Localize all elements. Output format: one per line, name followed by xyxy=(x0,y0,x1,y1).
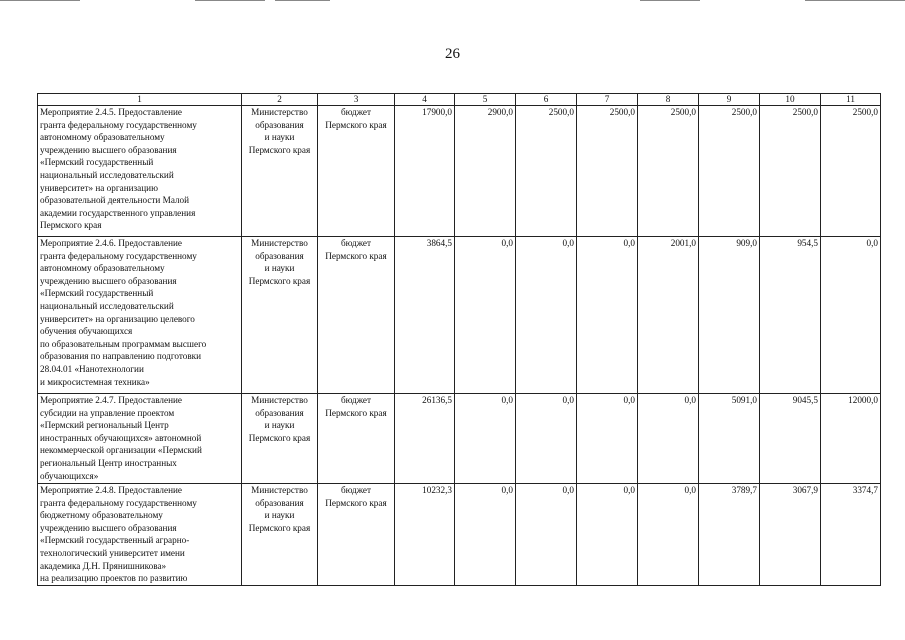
activity-description: Мероприятие 2.4.7. Предоставление субсидии на управление проектом «Пермский региональный Центр иностранных обучающихся» автономной некоммерческой организации «Пермский региональный Центр иностранных обучающихся» xyxy=(38,394,242,484)
value-cell: 2001,0 xyxy=(638,237,699,394)
funding-source-cell: бюджет Пермского края xyxy=(318,394,395,484)
value-cell: 17900,0 xyxy=(395,106,455,237)
table-row xyxy=(38,237,881,394)
executor-cell: Министерство образования и науки Пермского края xyxy=(242,484,318,586)
funding-source-cell: бюджет Пермского края xyxy=(318,106,395,237)
funding-source-cell: бюджет Пермского края xyxy=(318,237,395,394)
value-cell: 0,0 xyxy=(577,237,638,394)
column-header: 3 xyxy=(318,94,395,106)
column-header: 10 xyxy=(760,94,821,106)
column-header: 9 xyxy=(699,94,760,106)
value-cell: 0,0 xyxy=(455,394,516,484)
page-number: 26 xyxy=(445,46,460,62)
value-cell: 2500,0 xyxy=(516,106,577,237)
activity-description: Мероприятие 2.4.5. Предоставление гранта федеральному государственному автономному образовательному учреждению высшего образования «Пермский государственный национальный исследовательский университет» на организацию образовательной деятельности Малой академии государственного управления Пермского края xyxy=(38,106,242,237)
column-header: 7 xyxy=(577,94,638,106)
column-header: 8 xyxy=(638,94,699,106)
value-cell: 3789,7 xyxy=(699,484,760,586)
column-header: 1 xyxy=(38,94,242,106)
value-cell: 10232,3 xyxy=(395,484,455,586)
table-row xyxy=(38,106,881,237)
value-cell: 0,0 xyxy=(577,484,638,586)
value-cell: 2500,0 xyxy=(577,106,638,237)
value-cell: 2500,0 xyxy=(821,106,881,237)
value-cell: 26136,5 xyxy=(395,394,455,484)
value-cell: 2500,0 xyxy=(699,106,760,237)
budget-table xyxy=(37,93,881,586)
value-cell: 2500,0 xyxy=(760,106,821,237)
value-cell: 2500,0 xyxy=(638,106,699,237)
value-cell: 3067,9 xyxy=(760,484,821,586)
value-cell: 12000,0 xyxy=(821,394,881,484)
value-cell: 3374,7 xyxy=(821,484,881,586)
value-cell: 0,0 xyxy=(516,394,577,484)
top-edge-line xyxy=(805,0,905,1)
column-header: 6 xyxy=(516,94,577,106)
value-cell: 909,0 xyxy=(699,237,760,394)
column-header: 5 xyxy=(455,94,516,106)
top-edge-line xyxy=(640,0,700,1)
table-row xyxy=(38,394,881,484)
value-cell: 3864,5 xyxy=(395,237,455,394)
column-header: 11 xyxy=(821,94,881,106)
activity-description: Мероприятие 2.4.6. Предоставление гранта федеральному государственному автономному образовательному учреждению высшего образования «Пермский государственный национальный исследовательский университет» на организацию целевого обучения обучающихся по образовательным программам высшего образования по направлению подготовки 28.04.01 «Нанотехнологии и микросистемная техника» xyxy=(38,237,242,394)
value-cell: 954,5 xyxy=(760,237,821,394)
top-edge-line xyxy=(0,0,80,1)
value-cell: 0,0 xyxy=(638,394,699,484)
value-cell: 5091,0 xyxy=(699,394,760,484)
value-cell: 0,0 xyxy=(455,484,516,586)
value-cell: 0,0 xyxy=(516,484,577,586)
value-cell: 0,0 xyxy=(577,394,638,484)
column-header: 2 xyxy=(242,94,318,106)
executor-cell: Министерство образования и науки Пермского края xyxy=(242,394,318,484)
value-cell: 9045,5 xyxy=(760,394,821,484)
column-header: 4 xyxy=(395,94,455,106)
value-cell: 0,0 xyxy=(516,237,577,394)
table-row xyxy=(38,484,881,586)
top-edge-line xyxy=(195,0,265,1)
activity-description: Мероприятие 2.4.8. Предоставление гранта федеральному государственному бюджетному образовательному учреждению высшего образования «Пермский государственный аграрно- технологический университет имени академика Д.Н. Прянишникова» на реализацию проектов по развитию xyxy=(38,484,242,586)
value-cell: 0,0 xyxy=(821,237,881,394)
value-cell: 0,0 xyxy=(638,484,699,586)
executor-cell: Министерство образования и науки Пермского края xyxy=(242,237,318,394)
value-cell: 0,0 xyxy=(455,237,516,394)
column-number-row xyxy=(38,94,881,106)
value-cell: 2900,0 xyxy=(455,106,516,237)
top-edge-line xyxy=(275,0,330,1)
executor-cell: Министерство образования и науки Пермского края xyxy=(242,106,318,237)
funding-source-cell: бюджет Пермского края xyxy=(318,484,395,586)
